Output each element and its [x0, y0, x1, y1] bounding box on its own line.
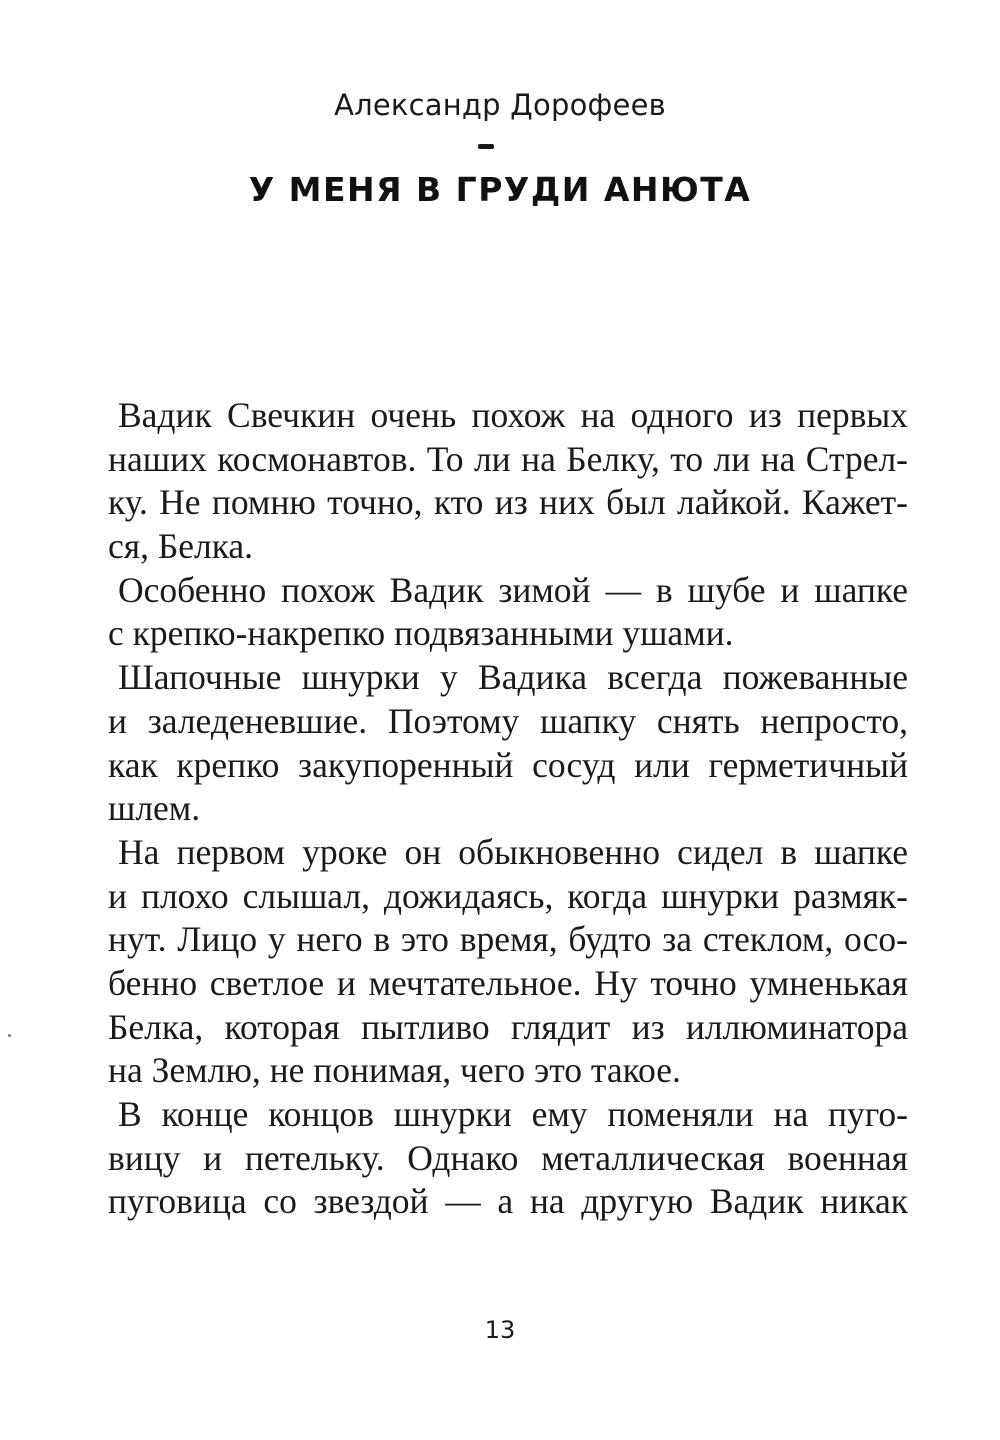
text-line: Особенно похож Вадик зимой — в шубе и шапке	[118, 569, 908, 610]
text-line: шлем.	[108, 788, 201, 829]
text-line: ку. Не помню точно, кто из них был лайкой. Кажет-	[108, 482, 908, 523]
text-line: и заледеневшие. Поэтому шапку снять непросто,	[108, 700, 908, 741]
text-line: с крепко-накрепко подвязанными ушами.	[108, 613, 734, 654]
text-line: как крепко закупоренный сосуд или герметичный	[108, 744, 908, 785]
text-line: на Землю, не понимая, чего это такое.	[108, 1050, 681, 1091]
text-line: наших космонавтов. То ли на Белку, то ли на Стрел-	[108, 438, 908, 479]
paragraph	[108, 1093, 908, 1224]
body-text	[108, 394, 908, 1224]
text-line: Белка, которая пытливо глядит из иллюминатора	[108, 1006, 908, 1047]
paragraph	[108, 656, 908, 831]
text-line: Шапочные шнурки у Вадика всегда пожеванные	[118, 657, 908, 698]
text-line: бенно светлое и мечтательное. Ну точно умненькая	[108, 962, 908, 1003]
text-line: В конце концов шнурки ему поменяли на пуго-	[118, 1094, 908, 1134]
title-ornament	[478, 144, 494, 149]
text-line: пуговица со звездой — а на другую Вадик никак	[108, 1181, 908, 1222]
chapter-title: У МЕНЯ В ГРУДИ АНЮТА	[248, 170, 752, 209]
paragraph	[108, 569, 908, 656]
text-line: и плохо слышал, дожидаясь, когда шнурки размяк-	[108, 875, 908, 916]
paragraph	[108, 831, 908, 1093]
page-number: 13	[484, 1316, 516, 1344]
text-line: На первом уроке он обыкновенно сидел в шапке	[118, 831, 908, 872]
text-line: нут. Лицо у него в это время, будто за стеклом, осо-	[108, 919, 908, 960]
text-line: вицу и петельку. Однако металлическая военная	[108, 1137, 908, 1178]
text-line: ся, Белка.	[108, 526, 254, 567]
author-name: Александр Дорофеев	[334, 88, 666, 122]
paragraph	[108, 394, 908, 569]
margin-speck	[8, 1034, 11, 1037]
text-line: Вадик Свечкин очень похож на одного из первых	[118, 395, 908, 435]
